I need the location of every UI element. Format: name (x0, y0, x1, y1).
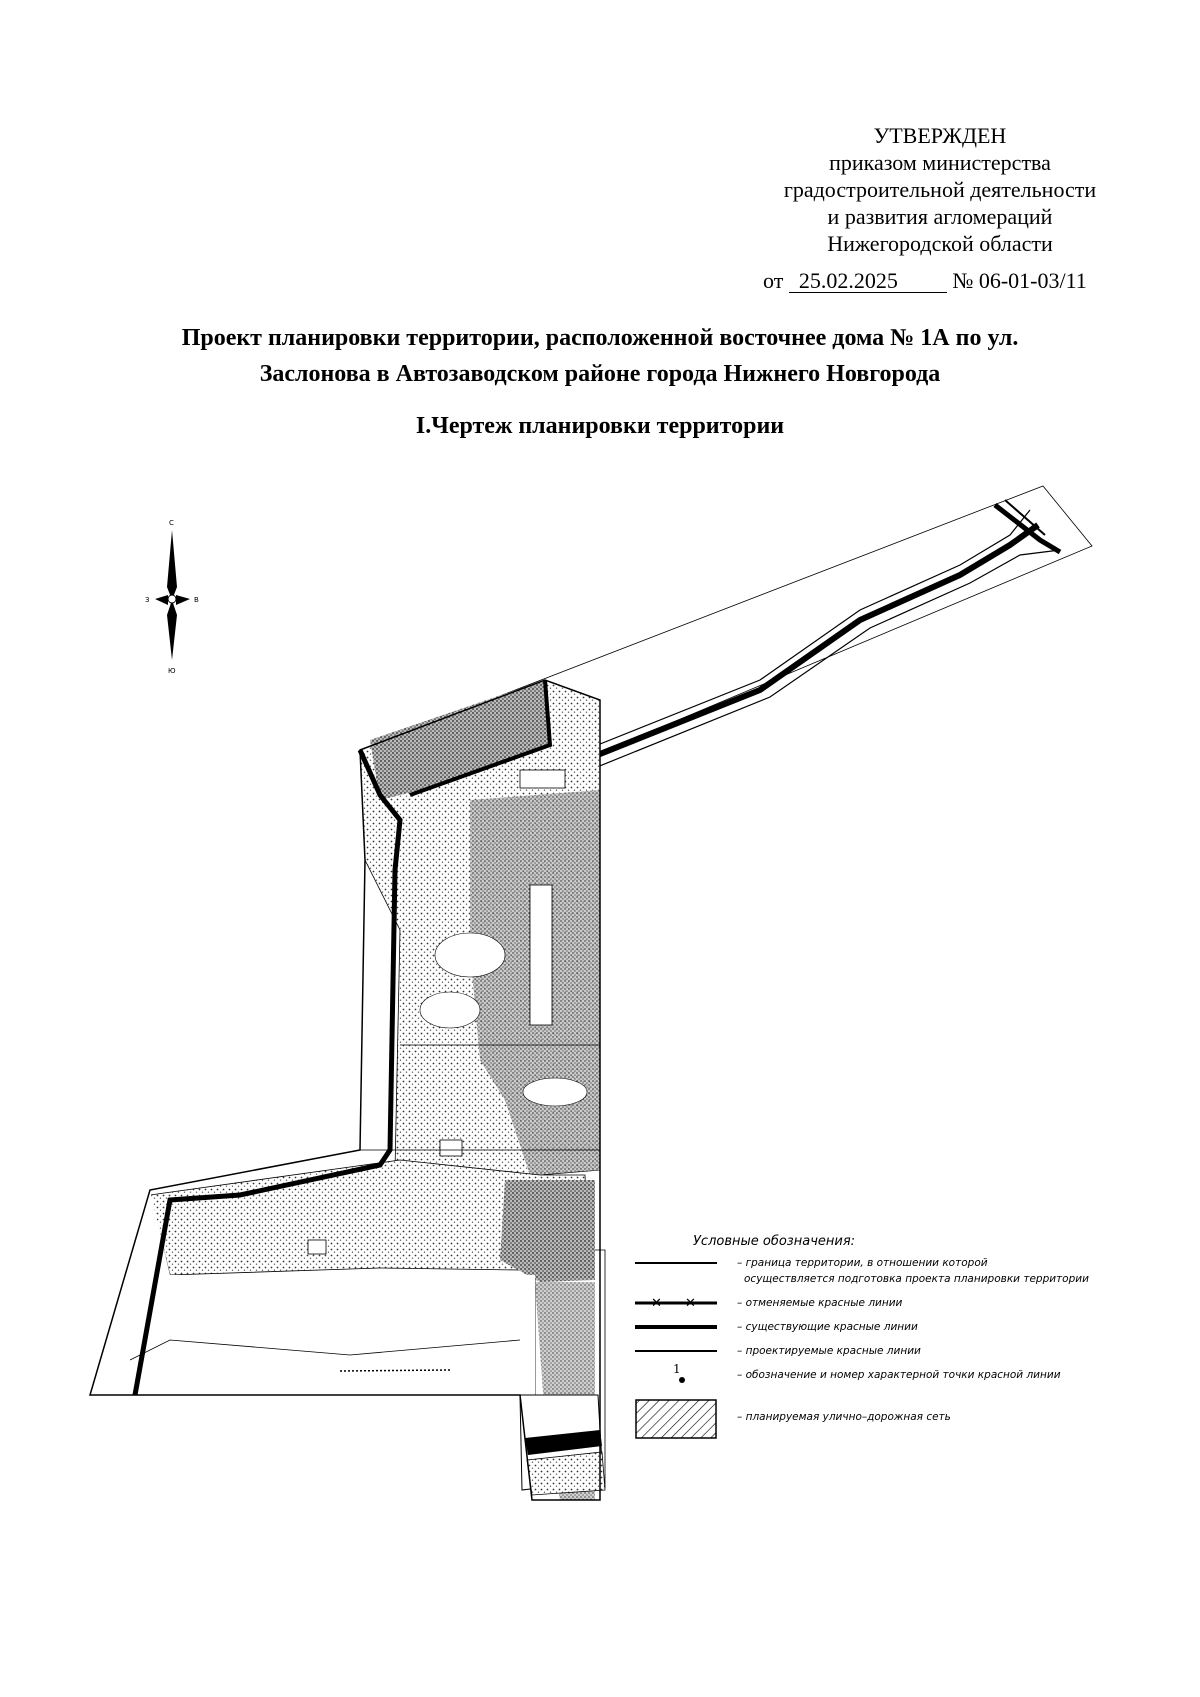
compass-north-arrow (167, 530, 177, 600)
approval-line-1: приказом министерства (829, 150, 1051, 175)
legend-item-boundary: – граница территории, в отношении которой (737, 1257, 988, 1269)
compass-south-arrow (167, 600, 177, 660)
legend-item-boundary-cont: осуществляется подготовка проекта планировки территории (744, 1273, 1089, 1285)
approval-line-2: градостроительной деятельности (783, 177, 1097, 202)
title-line-2: Заслонова в Автозаводском районе города Нижнего Новгорода (259, 361, 941, 387)
legend-item-cancelled: – отменяемые красные линии (737, 1297, 903, 1309)
ne-road (560, 500, 1060, 778)
legend-item-proposed: – проектируемые красные линии (737, 1345, 921, 1357)
date-prefix: от (763, 268, 784, 293)
title-line-1: Проект планировки территории, расположенной восточнее дома № 1А по ул. (181, 325, 1019, 351)
legend-item-point: – обозначение и номер характерной точки красной линии (737, 1369, 1061, 1381)
compass-east-arrow (176, 595, 190, 605)
approval-line-4: Нижегородской области (827, 231, 1053, 256)
compass-n-label: С (169, 519, 174, 527)
approval-status: УТВЕРЖДЕН (873, 123, 1007, 148)
compass-west-arrow (155, 595, 168, 605)
legend-icon-point (679, 1377, 685, 1383)
approval-number: № 06-01-03/11 (952, 268, 1087, 293)
legend-item-existing: – существующие красные линии (737, 1321, 918, 1333)
compass-e-label: В (194, 596, 199, 604)
svg-text:✕: ✕ (685, 1296, 696, 1311)
legend-title: Условные обозначения: (693, 1234, 856, 1249)
compass-s-label: Ю (168, 667, 176, 675)
compass-w-label: З (145, 596, 150, 604)
svg-text:✕: ✕ (651, 1296, 662, 1311)
legend-icons (635, 1263, 717, 1438)
legend-icon-hatched (636, 1400, 716, 1438)
south-road (520, 1395, 605, 1495)
approval-date: 25.02.2025 (789, 270, 947, 293)
approval-line-3: и развития агломераций (827, 204, 1053, 229)
legend-point-number: 1 (673, 1362, 681, 1376)
drawing-subtitle: I.Чертеж планировки территории (415, 413, 785, 439)
legend-item-road-network: – планируемая улично–дорожная сеть (737, 1411, 951, 1423)
compass-rose (145, 519, 199, 675)
